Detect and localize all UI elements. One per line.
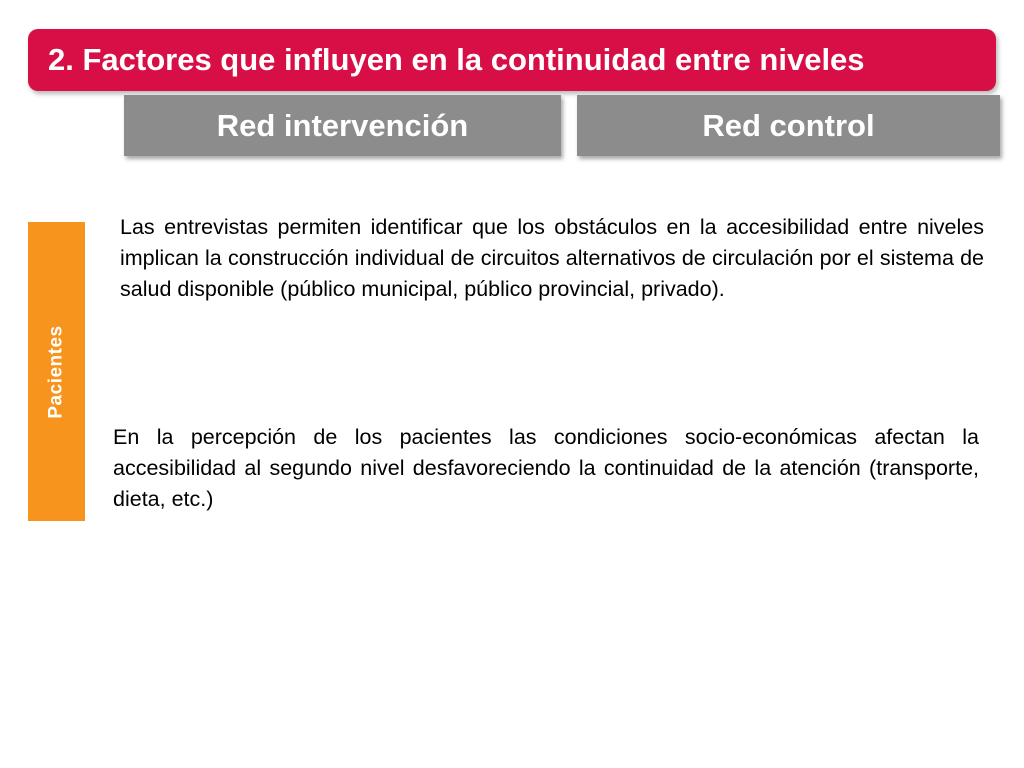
side-label-pacientes [28,222,85,521]
side-label-text: Pacientes [45,324,67,419]
header-red-intervencion-label: Red intervención [216,107,469,143]
header-red-intervencion [124,95,561,156]
header-red-control [577,95,1000,156]
paragraph-percepcion: En la percepción de los pacientes las condiciones socio-económicas afectan la accesibilidad al segundo nivel desfavoreciendo la continuidad de la atención (transporte, dieta, etc.) [113,425,979,511]
slide-title: 2. Factores que influyen en la continuidad entre niveles [48,42,865,77]
slide-title-bar [28,29,996,91]
paragraph-entrevistas: Las entrevistas permiten identificar que los obstáculos en la accesibilidad entre niveles implican la construcción individual de circuitos alternativos de circulación por el sistema de salud disponible (público municipal, público provincial, privado). [120,215,984,301]
header-red-control-label: Red control [702,107,875,143]
